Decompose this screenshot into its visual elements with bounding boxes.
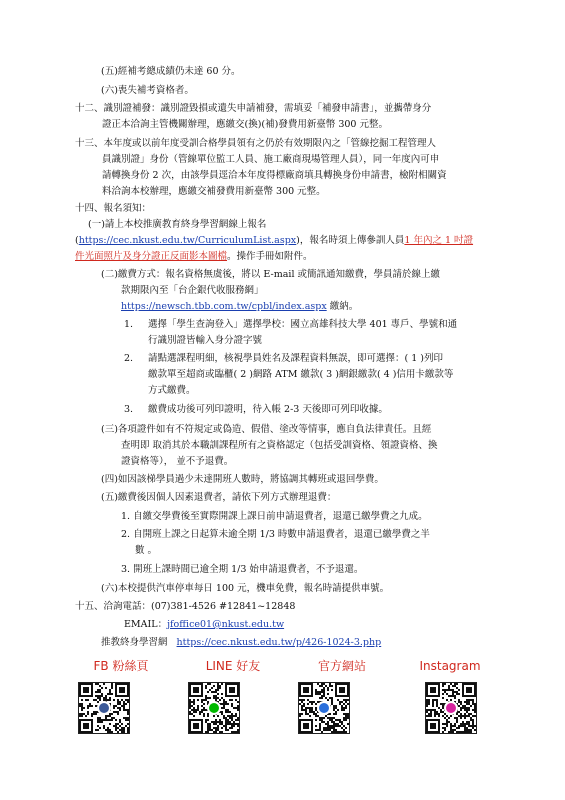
- qr-label-website: 官方網站: [317, 659, 366, 673]
- photo-requirement: 1 年內之 1 吋證: [404, 235, 474, 246]
- reg-three-line1: (三)各項證件如有不符規定或偽造、假借、塗改等情事，應自負法律責任。且經: [101, 424, 432, 435]
- item-thirteen-line3: 請轉換身份 2 次，由該學員逕洽本年度得標廠商填具轉換身份申請書，檢附相關資: [102, 170, 447, 181]
- email-link[interactable]: jfoffice01@nkust.edu.tw: [167, 619, 285, 630]
- line-icon: [207, 701, 221, 715]
- step3-text: 繳費成功後可列印證明，待入帳 2-3 天後即可列印收據。: [148, 404, 388, 415]
- item-five: (五)經補考總成績仍未達 60 分。: [101, 66, 241, 77]
- facebook-qr-code[interactable]: [78, 682, 130, 734]
- reg-three-line2: 查明即 取消其於本職訓課程所有之資格認定（包括受訓資格、領證資格、換: [121, 440, 438, 451]
- reg-two-line1: (二)繳費方式：報名資格無虞後，將以 E-mail 或簡訊通知繳費，學員請於線上繳: [101, 269, 441, 280]
- step3-number: 3.: [124, 404, 134, 415]
- reg-two-line3: https://newsch.tbb.com.tw/cpbl/index.aspx 繳納。: [121, 301, 359, 312]
- reg-six: (六)本校提供汽車停車每日 100 元，機車免費，報名時請提供車號。: [101, 583, 390, 594]
- contact-email-row: [124, 618, 284, 632]
- qr-label-instagram: Instagram: [419, 659, 481, 673]
- step2-number: 2.: [124, 353, 134, 364]
- item-thirteen-line1: 十三、本年度或以前年度受訓合格學員領有之仍於有效期限內之「管線挖掘工程管理人: [75, 138, 437, 149]
- step2-line3: 方式繳費。: [148, 385, 196, 396]
- instagram-icon: [444, 701, 458, 715]
- globe-icon: [317, 701, 331, 715]
- qr-label-fb: FB 粉絲頁: [93, 659, 149, 673]
- portal-link[interactable]: https://cec.nkust.edu.tw/p/426-1024-3.php: [176, 637, 382, 648]
- portal-label: 推教終身學習網: [101, 637, 168, 648]
- portal-row: [101, 636, 381, 650]
- item-twelve-line2: 證正本洽詢主管機關辦理，應繳交(換)(補)發費用新臺幣 300 元整。: [102, 119, 388, 130]
- step1-number: 1.: [124, 319, 134, 330]
- reg-one-line2: (https://cec.nkust.edu.tw/CurriculumList.aspx)，報名時須上傳參訓人員1 年內之 1 吋證: [75, 235, 474, 246]
- email-label: EMAIL：: [124, 619, 168, 630]
- id-requirement: 件光面照片及身分證正反面影本圖檔: [75, 251, 228, 262]
- reg-one-line3: 件光面照片及身分證正反面影本圖檔。操作手冊如附件。: [75, 251, 313, 262]
- item-fourteen-heading: 十四、報名須知：: [75, 203, 152, 214]
- refund-rule-2-line1: 2. 自開班上課之日起算未逾全期 1/3 時數申請退費者，退還已繳學費之半: [121, 529, 430, 540]
- item-twelve-line1: 十二、識別證補發：識別證毀損或遺失申請補發，需填妥「補發申請書」，並攜帶身分: [75, 103, 432, 114]
- instagram-qr-code[interactable]: [425, 682, 477, 734]
- refund-rule-3: 3. 開班上課時間已逾全期 1/3 始申請退費者，不予退還。: [121, 564, 364, 575]
- item-thirteen-line2: 員識別證」身份（管線單位監工人員、施工廠商現場管理人員），同一年度內可申: [102, 154, 440, 165]
- step2-line1: 請點選課程明細，核視學員姓名及課程資料無誤，即可選擇：( 1 )列印: [148, 353, 443, 364]
- reg-two-line2: 款期限內至「台企銀代收服務網」: [121, 285, 264, 296]
- reg-four: (四)如因該梯學員過少未達開班人數時，將協調其轉班或退回學費。: [101, 474, 384, 485]
- curriculum-list-link[interactable]: https://cec.nkust.edu.tw/CurriculumList.aspx: [78, 235, 297, 246]
- website-qr-code[interactable]: [298, 682, 350, 734]
- facebook-icon: [97, 701, 111, 715]
- tbb-payment-link[interactable]: https://newsch.tbb.com.tw/cpbl/index.aspx: [121, 301, 327, 312]
- contact-phone: 十五、洽詢電話：(07)381-4526 #12841~12848: [75, 601, 296, 612]
- qr-label-line: LINE 好友: [205, 659, 261, 673]
- step2-line2: 繳款單至超商或臨櫃( 2 )網路 ATM 繳款( 3 )網銀繳款( 4 )信用卡繳款等: [148, 369, 454, 380]
- reg-one-title: (一)請上本校推廣教育終身學習網線上報名: [88, 219, 267, 230]
- item-thirteen-line4: 料洽詢本校辦理，應繳交補發費用新臺幣 300 元整。: [102, 186, 326, 197]
- reg-three-line3: 證資格等）， 並不予退費。: [121, 456, 234, 467]
- line-qr-code[interactable]: [188, 682, 240, 734]
- refund-rule-2-line2: 數 。: [135, 545, 158, 556]
- step1-line1: 選擇「學生查詢登入」選擇學校：國立高雄科技大學 401 專戶、學號和通: [148, 319, 458, 330]
- step1-line2: 行識別證皆輸入身分證字號: [148, 335, 263, 346]
- item-six: (六)喪失補考資格者。: [101, 85, 194, 96]
- reg-five: (五)繳費後因個人因素退費者，請依下列方式辦理退費：: [101, 492, 337, 503]
- refund-rule-1: 1. 自繳交學費後至實際開課上課日前申請退費者，退還已繳學費之九成。: [121, 511, 428, 522]
